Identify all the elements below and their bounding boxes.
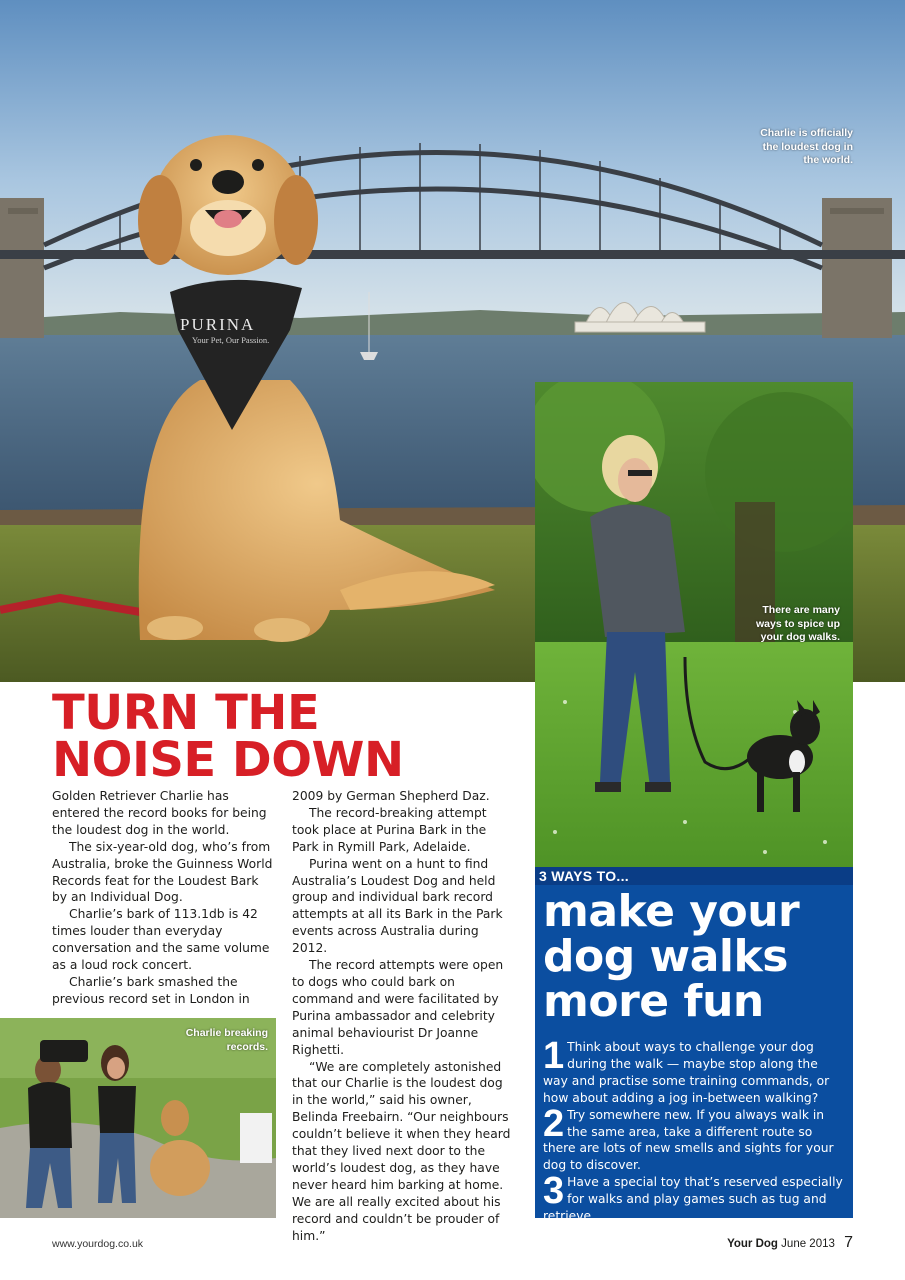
tip-text: Think about ways to challenge your dog during the walk — maybe stop along the way and practise some training commands, or how about adding a jog in-between walking?	[543, 1040, 830, 1105]
tip-item	[543, 1170, 845, 1225]
footer-folio	[727, 1234, 853, 1252]
paragraph: Golden Retriever Charlie has entered the record books for being the loudest dog in the world.	[52, 789, 267, 837]
paragraph: “We are completely astonished that our Charlie is the loudest dog in the world,” said his owner, Belinda Freebairn. “Our neighbours couldn’t believe it when they heard that they lived next door to the world’s loudest dog, as they have never heard him barking at home. We are all really excited about his record and couldn’t be prouder of him.”	[292, 1059, 511, 1243]
article-headline	[52, 685, 522, 788]
tip-number: 1	[543, 1035, 565, 1077]
tips-box	[535, 867, 853, 1224]
tips-kicker: 3 WAYS TO...	[539, 868, 629, 884]
headline-line-2: NOISE DOWN	[52, 732, 404, 788]
page-number: 7	[844, 1234, 853, 1251]
footer-website: www.yourdog.co.uk	[52, 1238, 144, 1250]
tips-title-line-1: make your	[543, 886, 800, 937]
paragraph: The six-year-old dog, who’s from Australia, broke the Guinness World Records feat for the Loudest Bark by an Individual Dog.	[52, 839, 273, 905]
tip-item	[543, 1102, 845, 1175]
bandana-brand: PURINA	[180, 315, 256, 334]
paragraph: Charlie’s bark of 113.1db is 42 times louder than everyday conversation and the same volume as a loud rock concert.	[52, 907, 270, 973]
article-column-2	[292, 788, 514, 1244]
tip-item	[543, 1035, 845, 1107]
tips-title	[543, 886, 800, 1027]
paragraph: The record-breaking attempt took place at Purina Bark in the Park in Rymill Park, Adelaide.	[292, 805, 487, 854]
tips-title-line-2: dog walks	[543, 931, 788, 982]
walk-caption: There are many ways to spice up your dog walks.	[755, 604, 840, 643]
tip-number: 2	[543, 1102, 565, 1145]
paragraph: Purina went on a hunt to find Australia’s Loudest Dog and held group and individual bark record attempts at all its Bark in the Park events across Australia during 2012.	[292, 856, 503, 956]
tip-text: Have a special toy that’s reserved especially for walks and play games such as tug and retrieve.	[543, 1175, 843, 1224]
paragraph: The record attempts were open to dogs who could bark on command and were facilitated by Purina ambassador and celebrity animal behaviourist Dr Joanne Righetti.	[292, 958, 504, 1057]
record-attempt-photo	[0, 1018, 276, 1218]
article-column-1	[52, 788, 274, 1008]
magazine-name: Your Dog	[727, 1238, 778, 1250]
tip-number: 3	[543, 1170, 565, 1213]
hero-caption: Charlie is officially the loudest dog in the world.	[760, 127, 853, 166]
headline-line-1: TURN THE	[52, 685, 320, 741]
paragraph: Charlie’s bark smashed the previous record set in London in	[52, 974, 250, 1006]
tips-list	[543, 1035, 845, 1225]
bandana-tagline: Your Pet, Our Passion.	[192, 335, 270, 345]
paragraph: 2009 by German Shepherd Daz.	[292, 789, 490, 803]
issue-date: June 2013	[781, 1238, 835, 1250]
woman-walking-dog-photo	[535, 382, 853, 867]
small-photo-caption: Charlie breaking records.	[185, 1027, 268, 1053]
tips-title-line-3: more fun	[543, 976, 764, 1027]
tip-text: Try somewhere new. If you always walk in the same area, take a different route so there are lots of new smells and sights for your dog to discover.	[543, 1107, 834, 1173]
